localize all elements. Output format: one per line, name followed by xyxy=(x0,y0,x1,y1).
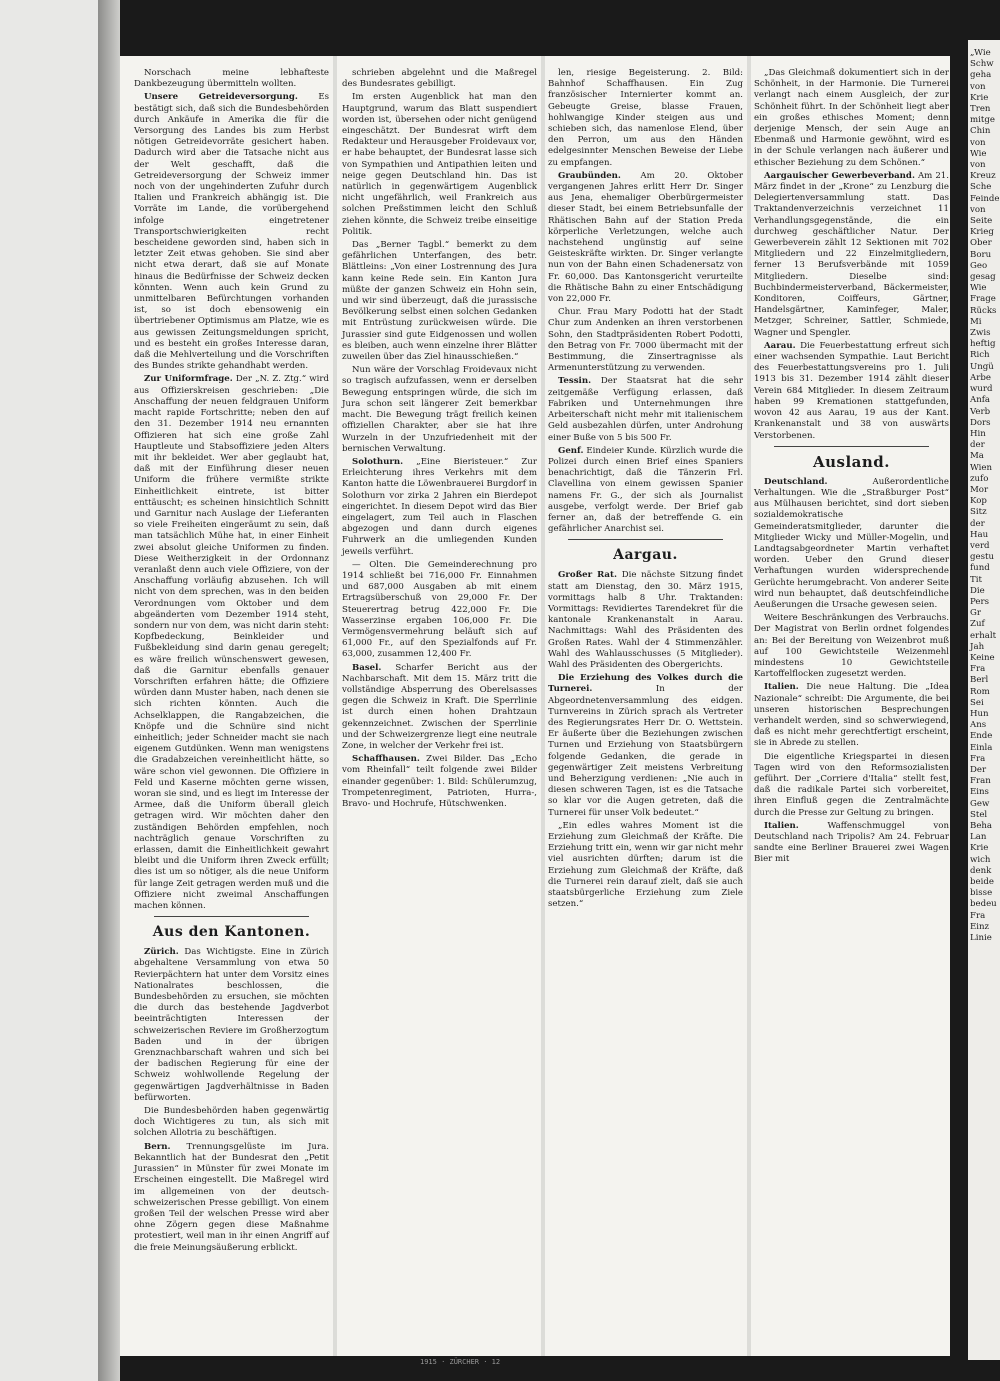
article-text: Eindeier Kunde. Kürzlich wurde die Polizei durch einen Brief eines Spaniers benachrichtigt, daß die Tänzerin Frl. Clavellina von einem gewissen Spanier namens Fr. G., der sich als Journalist ausgebe, verfolgt werde. Der Brief gab ferner an, daß der betreffende G. ein gefährlicher Anarchist sei. xyxy=(548,445,743,535)
article-text: Trennungsgelüste im Jura. Bekanntlich hat der Bundesrat den „Petit Jurassien“ in Münster für zwei Monate im Erscheinen eingestellt. Die Maßregel wird im allgemeinen von der deutsch-schweizerischen Presse gebilligt. Von einem großen Teil der welschen Presse wird aber ohne Zögern gegen diese Maßnahme protestiert, weil man in ihr einen Angriff auf die freie Meinungsäußerung erblickt. xyxy=(134,1141,329,1253)
adjacent-text-line: der xyxy=(970,518,985,529)
adjacent-text-line: Wie xyxy=(970,283,987,294)
article-lead: Deutschland. xyxy=(764,476,828,487)
article-paragraph xyxy=(754,341,949,442)
adjacent-text-line: Zuf xyxy=(970,619,985,630)
article-text: schrieben abgelehnt und die Maßregel des Bundesrates gebilligt. xyxy=(342,68,537,90)
article-paragraph xyxy=(342,560,537,661)
adjacent-text-line: Dors xyxy=(970,417,991,428)
article-lead: Italien. xyxy=(764,682,799,693)
article-paragraph xyxy=(548,68,743,169)
article-paragraph xyxy=(548,821,743,911)
article-paragraph xyxy=(342,92,537,238)
adjacent-text-line: gestu xyxy=(970,552,994,563)
article-paragraph xyxy=(754,68,949,169)
column-2 xyxy=(342,68,537,1348)
article-text: Am 20. Oktober vergangenen Jahres erlitt Herr Dr. Singer aus Jena, ehemaliger Oberbürgermeister dieser Stadt, bei einem Betriebsunfalle der Rhätischen Bahn auf der Station Preda körperliche Verletzungen, welche auch nachstehend ungünstig auf seine Geisteskräfte wirkten. Dr. Singer verlangte nun von der Bahn einen Schadenersatz von Fr. 60,000. Das Kantonsgericht verurteilte die Rhätische Bahn zu einer Entschädigung von 22,000 Fr. xyxy=(548,170,743,305)
scanner-background-left xyxy=(0,0,98,1381)
article-text: Die eigentliche Kriegspartei in diesen Tagen wird von den Reformsozialisten geführt. Der „Corriere d'Italia“ stellt fest, daß die radikale Partei sich vorbereitet, ihren Einfluß gegen die Zentralmächte durch die Presse zur Geltung zu bringen. xyxy=(754,751,949,818)
article-lead: Basel. xyxy=(352,662,382,673)
article-paragraph xyxy=(548,307,743,374)
section-rule xyxy=(774,446,929,447)
adjacent-text-line: von xyxy=(970,137,986,148)
article-lead: Zur Uniformfrage. xyxy=(144,374,233,385)
section-heading: Ausland. xyxy=(812,452,891,471)
article-paragraph xyxy=(548,673,743,819)
article-lead: Genf. xyxy=(558,445,584,456)
article-paragraph xyxy=(134,68,329,90)
article-paragraph xyxy=(342,240,537,363)
article-text: Der „N. Z. Ztg.“ wird aus Offizierskreisen geschrieben: „Die Anschaffung der neuen feldgrauen Uniform macht rapide Fortschritte; neben den auf den 31. Dezember 1914 neu ernannten Offizieren hat sich eine große Zahl Hauptleute und Stabsoffiziere jeden Alters mit ihr bekleidet. Wer aber geglaubt hat, daß mit der Einführung dieser neuen Uniform die frühere vermißte strikte Einheitlichkeit eintrete, ist bitter enttäuscht; es scheinen hinsichtlich Schnitt und Garnitur nach Auslage der Lieferanten so viele Freiheiten eingeräumt zu sein, daß man tatsächlich Mühe hat, in einer Einheit zwei absolut gleiche Uniformen zu finden. Diese Weitherzigkeit in der Ordonnanz veranlaßt denn auch viele Offiziere, von der Anschaffung vorläufig abzusehen. Ich will nicht von dem sprechen, was in den beiden Verordnungen vom Oktober und dem abgeänderten vom Dezember 1914 steht, sondern nur von dem, was nicht darin steht: Kopfbedeckung, Beinkleider und Fußbekleidung sind darin genau geregelt; es wäre freilich wünschenswert gewesen, daß die Garnitur ebenfalls genauer Vorschriften erfahren hätte; die Offiziere würden dann Muster haben, nach denen sie sich richten könnten. Auch die Achselklappen, die Rangabzeichen, die Knöpfe und die Schnüre sind nicht einheitlich; jeder Schneider macht sie nach eigenem Gutdünken. Wenn man wenigstens die Gradabzeichen vereinheitlicht hätte, so wäre schon viel gewonnen. Die Offiziere in Feld und Kaserne möchten gerne wissen, woran sie sind, und es liegt im Interesse der Armee, daß die Uniform überall gleich getragen wird. Wir möchten daher den zuständigen Behörden empfehlen, noch nachträglich genaue Vorschriften zu erlassen, damit die Einheitlichkeit gewahrt bleibt und die Uniform ihren Zweck erfüllt; dies ist um so nötiger, als die neue Uniform für lange Zeit getragen werden muß und die Offiziere nicht zweimal Anschaffungen machen können. xyxy=(134,374,330,912)
column-divider xyxy=(747,56,751,1356)
article-lead: Unsere Getreideversorgung. xyxy=(144,92,298,103)
adjacent-text-line: Tren xyxy=(970,104,991,115)
article-text: Der Staatsrat hat die sehr zeitgemäße Verfügung erlassen, daß Fabriken und Unternehmungen ihre Arbeiterschaft nicht mehr mit italienischem Geld ausbezahlen dürfen, unter Androhung einer Buße von 5 bis 500 Fr. xyxy=(548,376,743,443)
section-heading: Aargau. xyxy=(613,547,678,564)
adjacent-text-line: von xyxy=(970,204,986,215)
adjacent-text-line: Wie xyxy=(970,148,987,159)
adjacent-text-line: Stel xyxy=(970,809,988,820)
adjacent-text-line: mitge xyxy=(970,115,995,126)
adjacent-text-line: Eins xyxy=(970,787,989,798)
article-paragraph xyxy=(134,1142,329,1254)
adjacent-text-line: Ober xyxy=(970,238,992,249)
adjacent-text-line: Frage xyxy=(970,294,996,305)
adjacent-text-line: Sitz xyxy=(970,507,987,518)
adjacent-text-line: Anfa xyxy=(970,395,991,406)
article-lead: Zürich. xyxy=(144,947,179,958)
section-heading: Aus den Kantonen. xyxy=(152,924,311,941)
article-text: „Das Gleichmaß dokumentiert sich in der Schönheit, in der Harmonie. Die Turnerei verlangt nach einem Ausgleich, der zur Schönheit führt. In der Schönheit liegt aber ein großes ethisches Moment; denn derjenige Mensch, der sein Auge an Ebenmaß und Harmonie gewöhnt, wird es in der Schule verlangen nach äußerer und ethischer Beziehung zu dem Schönen.“ xyxy=(754,68,949,168)
adjacent-text-line: Zwis xyxy=(970,328,991,339)
article-text: Weitere Beschränkungen des Verbrauchs. Der Magistrat von Berlin ordnet folgendes an: Bei der Bereitung von Weizenbrot muß auf 100 Gewichtsteile Weizenmehl mindestens 10 Gewichtsteile Kartoffelflocken zugesetzt werden. xyxy=(754,613,949,680)
adjacent-text-line: Gew xyxy=(970,798,990,809)
adjacent-text-line: wurd xyxy=(970,384,993,395)
adjacent-text-line: Mi xyxy=(970,316,982,327)
newspaper-page xyxy=(120,56,950,1366)
article-paragraph xyxy=(134,374,329,912)
article-lead: Tessin. xyxy=(558,376,592,387)
article-paragraph xyxy=(134,92,329,372)
article-lead: Schaffhausen. xyxy=(352,754,420,765)
column-divider xyxy=(541,56,545,1356)
article-paragraph xyxy=(754,821,949,866)
article-paragraph xyxy=(134,1106,329,1140)
column-3 xyxy=(548,68,743,1348)
article-text: Im ersten Augenblick hat man den Hauptgrund, warum das Blatt suspendiert worden ist, übersehen oder nicht genügend eingeschätzt. Der Bundesrat wirft dem Redakteur und Herausgeber Froidevaux vor, er habe behauptet, der Bundesrat lasse sich von Sympathien und Antipathien leiten und neige gegen Deutschland hin. Das ist natürlich in gegenwärtigem Augenblick nicht ungefährlich, weil Frankreich aus solchen Preßstimmen leicht den Schluß ziehen könnte, die Schweiz treibe einseitige Politik. xyxy=(342,92,537,237)
article-lead: Graubünden. xyxy=(558,170,621,181)
adjacent-text-line: Keine xyxy=(970,652,995,663)
adjacent-text-line: Fra xyxy=(970,753,986,764)
article-text: Es bestätigt sich, daß sich die Bundesbehörden durch Ankäufe in Amerika die für die Versorgung des Landes bis zum Herbst nötigen Getreidevorräte gesichert haben. Dadurch wird aber die Tatsache nicht aus der Welt geschafft, daß die Getreideversorgung der Schweiz immer noch von der ungehinderten Zufuhr durch Italien und Frankreich abhängig ist. Die Vorräte im Lande, die vorübergehend infolge eingetretener Transportschwierigkeiten recht bescheidene geworden sind, haben sich in letzter Zeit etwas gehoben. Sie sind aber nicht etwa derart, daß sie auf Monate hinaus die Bedürfnisse der Schweiz decken könnten. Wenn auch kein Grund zu unmittelbaren Befürchtungen vorhanden ist, so ist doch ebensowenig ein übertriebener Optimismus am Platze, wie es aus gewissen Zeitungsmeldungen spricht, und es besteht ein großes Interesse daran, daß die Mehlverteilung und die Vorschriften des Bundes strikte gehandhabt werden. xyxy=(134,92,329,372)
adjacent-text-line: geha xyxy=(970,70,992,81)
adjacent-text-line: Rücks xyxy=(970,305,997,316)
adjacent-text-line: heftig xyxy=(970,339,996,350)
adjacent-text-line: Kreuz xyxy=(970,171,996,182)
adjacent-text-line: Fran xyxy=(970,776,991,787)
column-1 xyxy=(134,68,329,1348)
article-paragraph xyxy=(342,663,537,753)
adjacent-text-line: bedeu xyxy=(970,899,997,910)
article-text: len, riesige Begeisterung. 2. Bild: Bahnhof Schaffhausen. Ein Zug französischer Internierter kommt an. Gebeugte Greise, blasse Frauen, hohlwangige Kinder steigen aus und schieben sich, das namenlose Elend, über den Perron, um aus den Händen edelgesinnter Menschen Beweise der Liebe zu empfangen. xyxy=(548,68,743,168)
article-text: Waffenschmuggel von Deutschland nach Tripolis? Am 24. Februar sandte eine Berliner Brauerei zwei Wagen Bier mit xyxy=(754,820,950,865)
article-text: Norschach meine lebhafteste Dankbezeugung übermitteln wollten. xyxy=(134,68,329,90)
article-paragraph xyxy=(342,365,537,455)
article-lead: Aarau. xyxy=(764,340,796,351)
article-paragraph xyxy=(342,754,537,810)
adjacent-text-line: Sche xyxy=(970,182,992,193)
article-lead: Aargauischer Gewerbeverband. xyxy=(764,170,915,181)
adjacent-text-line: Mor xyxy=(970,484,989,495)
section-rule xyxy=(154,916,309,917)
adjacent-text-line: „Wie xyxy=(970,48,991,58)
adjacent-text-line: beide xyxy=(970,877,994,888)
column-divider xyxy=(333,56,337,1356)
adjacent-text-line: Fra xyxy=(970,664,986,675)
adjacent-text-line: Chin xyxy=(970,126,991,137)
article-text: — Olten. Die Gemeinderechnung pro 1914 schließt bei 716,000 Fr. Einnahmen und 687,000 Ausgaben ab mit einem Ertragsüberschuß von 29,000 Fr. Der Steuerertrag betrug 422,000 Fr. Die Wasserzinse ergaben 106,000 Fr. Die Vermögensvermehrung beläuft sich auf 61,000 Fr., auf den Spezialfonds auf Fr. 63,000, zusammen 12,400 Fr. xyxy=(342,559,537,660)
adjacent-text-line: fund xyxy=(970,563,990,574)
adjacent-text-line: Krie xyxy=(970,92,989,103)
adjacent-text-line: erhalt xyxy=(970,630,997,641)
adjacent-text-line: Einz xyxy=(970,921,990,932)
adjacent-text-line: Beha xyxy=(970,821,993,832)
article-text: Am 21. März findet in der „Krone“ zu Lenzburg die Delegiertenversammlung statt. Das Traktandenverzeichnis verzeichnet 11 Verhandlungsgegenstände, die ein durchweg geschäftlicher Natur. Der Gewerbeverein zählt 12 Sektionen mit 702 Mitgliedern und 22 Einzelmitgliedern, ferner 13 Berufsverbände mit 1059 Mitgliedern. Dieselbe sind: Buchbindermeisterverband, Bäckermeister, Konditoren, Coiffeurs, Gärtner, Handelsgärtner, Kaminfeger, Maler, Metzger, Schreiner, Sattler, Schmiede, Wagner und Spengler. xyxy=(754,170,949,338)
article-lead: Solothurn. xyxy=(352,456,404,467)
adjacent-text-line: der xyxy=(970,440,985,451)
adjacent-text-line: Verb xyxy=(970,406,991,417)
article-text: Die Bundesbehörden haben gegenwärtig doch Wichtigeres zu tun, als sich mit solchen Allotria zu beschäftigen. xyxy=(134,1106,329,1139)
article-text: Die Feuerbestattung erfreut sich einer wachsenden Sympathie. Laut Bericht des Feuerbestattungsvereins pro 1. Juli 1913 bis 31. Dezember 1914 zählt dieser Verein 684 Mitglieder. In diesem Zeitraum haben 99 Kremationen stattgefunden, wovon 42 aus Aarau, 19 aus der Kant. Krankenanstalt und 38 von auswärts Verstorbenen. xyxy=(754,340,950,441)
adjacent-text-line: Krieg xyxy=(970,227,994,238)
article-paragraph xyxy=(754,171,949,339)
article-paragraph xyxy=(754,682,949,749)
article-text: Scharfer Bericht aus der Nachbarschaft. Mit dem 15. März tritt die vollständige Absperrung des Oberelsasses gegen die Schweiz in Kraft. Die Sperrlinie ist durch einen hohen Drahtzaun gekennzeichnet. Zwischen der Sperrlinie und der Schweizergrenze liegt eine neutrale Zone, in welcher der Verkehr frei ist. xyxy=(342,662,537,751)
article-text: Das „Berner Tagbl.“ bemerkt zu dem gefährlichen Unterfangen, des betr. Blättleins: „Von einer Lostrennung des Jura kann keine Rede sein. Ein Kanton Jura müßte der ganzen Schweiz ein Hohn sein, und wir sind überzeugt, daß die jurassische Bevölkerung selbst einen solchen Gedanken mit Entrüstung zurückweisen würde. Die Jurassier sind gute Eidgenossen und wollen es bleiben, auch wenn einzelne ihrer Blätter zuweilen über das Ziel hinausschießen.“ xyxy=(342,240,537,363)
adjacent-text-line: Geo xyxy=(970,260,988,271)
article-lead: Italien. xyxy=(764,820,799,831)
article-paragraph xyxy=(548,171,743,305)
adjacent-text-line: Fra xyxy=(970,910,986,921)
article-text: Das Wichtigste. Eine in Zürich abgehaltene Versammlung von etwa 50 Revierpächtern hat unter dem Vorsitz eines Nationalrates beschlossen, die Bundesbehörden zu ersuchen, sie möchten die durch das bestehende Jagdverbot beeinträchtigten Interessen der schweizerischen Reviere im Großherzogtum Baden und in der übrigen Grenznachbarschaft wahren und sich bei der badischen Regierung für eine der Schweiz wohlwollende Regelung der gegenwärtigen Jagdverhältnisse in Baden befürworten. xyxy=(134,947,330,1103)
adjacent-text-line: Hun xyxy=(970,708,989,719)
adjacent-text-line: Sei xyxy=(970,697,984,708)
article-paragraph xyxy=(754,477,949,611)
adjacent-text-line: Arbe xyxy=(970,372,991,383)
section-rule xyxy=(568,539,723,540)
adjacent-text-line: Krie xyxy=(970,843,989,854)
article-text: Chur. Frau Mary Podotti hat der Stadt Chur zum Andenken an ihren verstorbenen Sohn, den Stadtpräsidenten Robert Podotti, den Betrag von Fr. 7000 übermacht mit der Bestimmung, die Zinsertragnisse als Armenunterstützung zu verwenden. xyxy=(548,307,743,374)
adjacent-text-line: zufo xyxy=(970,473,989,484)
adjacent-text-line: Ma xyxy=(970,451,984,462)
adjacent-text-line: Rich xyxy=(970,350,990,361)
adjacent-text-line: Wien xyxy=(970,462,993,473)
adjacent-text-line: wich xyxy=(970,854,991,865)
article-text: In der Abgeordnetenversammlung des eidgen. Turnvereins in Zürich sprach als Vertreter des Regierungsrates Herr Dr. O. Wettstein. Er äußerte über die Beziehungen zwischen Turnen und Erziehung von Staatsbürgern folgende Gedanken, die gerade in gegenwärtiger Zeit meistens Verbreitung und Beherzigung verdienen: „Nie auch in diesen schweren Tagen, ist es die Tatsache so klar vor die Augen getreten, daß die Turnerei für unser Volk bedeutet.“ xyxy=(548,684,744,818)
adjacent-text-line: denk xyxy=(970,865,992,876)
column-4 xyxy=(754,68,949,1348)
adjacent-page-strip xyxy=(968,40,1000,1360)
article-text: Außerordentliche Verhaltungen. Wie die „Straßburger Post“ aus Mülhausen berichtet, sind dort sieben sozialdemokratische Gemeinderatsmitglieder, darunter die Mitglieder Wicky und Müller-Mogelin, und Landtagsabgeordneter Martin verhaftet worden. Ueber den Grund dieser Verhaftungen wurden widersprechende Gerüchte herumgebracht. Von anderer Seite wird nun behauptet, daß deutschfeindliche Aeußerungen die Ursache gewesen seien. xyxy=(754,476,949,610)
article-paragraph xyxy=(342,457,537,558)
adjacent-text-line: Die xyxy=(970,585,985,596)
adjacent-text-line: Gr xyxy=(970,608,981,619)
page-edge-shadow xyxy=(98,0,120,1381)
article-paragraph xyxy=(548,376,743,443)
adjacent-text-line: Seite xyxy=(970,216,993,227)
adjacent-text-line: verd xyxy=(970,540,990,551)
article-lead: Die Erziehung des Volkes durch die Turnerei. xyxy=(548,673,743,695)
article-paragraph xyxy=(342,68,537,90)
adjacent-text-line: Schw xyxy=(970,59,994,70)
adjacent-text-line: Ende xyxy=(970,731,993,742)
page-footer-mark: 1915 · ZÜRCHER · 12 xyxy=(420,1358,501,1366)
adjacent-text-line: Jah xyxy=(970,641,985,652)
adjacent-text-line: Pers xyxy=(970,596,989,607)
article-text: Zwei Bilder. Das „Echo vom Rheinfall“ teilt folgende zwei Bilder einander gegenüber: 1. Bild: Schülerumzug, Trompetenregiment, Patrioten, Hurra-, Bravo- und Hochrufe, Hütschwenken. xyxy=(342,754,538,809)
adjacent-text-line: Rom xyxy=(970,686,990,697)
article-text: Nun wäre der Vorschlag Froidevaux nicht so tragisch aufzufassen, wenn er derselben Bewegung entspringen würde, die sich im Jura schon seit längerer Zeit bemerkbar macht. Die Bewegung trägt freilich keinen offiziellen Charakter, aber sie hat ihre Wurzeln in der Unzufriedenheit mit der bernischen Verwaltung. xyxy=(342,365,537,454)
article-paragraph xyxy=(548,446,743,536)
adjacent-text-line: Hin xyxy=(970,428,986,439)
adjacent-text-line: Linie xyxy=(970,933,992,944)
article-text: „Eine Bieristeuer.“ Zur Erleichterung ihres Verkehrs mit dem Kanton hatte die Löwenbrauerei Burgdorf in Solothurn vor zirka 2 Jahren ein Bierdepot eingerichtet. In diesem Depot wird das Bier eingelagert, zum Teil auch in Flaschen abgezogen und dann durch eigenes Fuhrwerk an die umliegenden Kunden jeweils verführt. xyxy=(342,456,537,557)
adjacent-text-line: Kop xyxy=(970,496,987,507)
article-paragraph xyxy=(548,570,743,671)
adjacent-text-line: Berl xyxy=(970,675,989,686)
adjacent-text-line: Hau xyxy=(970,529,989,540)
adjacent-text-line: Tit xyxy=(970,574,982,585)
adjacent-page-text xyxy=(968,40,1000,952)
adjacent-text-line: bisse xyxy=(970,888,993,899)
article-text: „Ein edles wahres Moment ist die Erziehung zum Gleichmaß der Kräfte. Die Erziehung tritt ein, wenn wir gar nicht mehr viel ausrichten dürften; darum ist die Erziehung zum Gleichmaß der Kräfte, daß die Turnerei rein darauf zielt, daß sie auch staatsbürgerliche Erziehung zum Ziele setzen.“ xyxy=(548,820,743,910)
adjacent-text-line: Ungü xyxy=(970,361,994,372)
article-text: Die nächste Sitzung findet statt am Dienstag, den 30. März 1915, vormittags halb 8 Uhr. Traktanden: Vormittags: Revidiertes Tarendekret für die kantonale Krankenanstalt in Aarau. Nachmittags: Wahl des Präsidenten des Großen Rates. Wahl der 4 Stimmenzähler. Wahl des Wahlausschusses (5 Mitglieder). Wahl des Präsidenten des Obergerichts. xyxy=(548,570,744,670)
adjacent-text-line: Feinde xyxy=(970,193,1000,204)
adjacent-text-line: gesag xyxy=(970,272,996,283)
article-paragraph xyxy=(754,752,949,819)
article-lead: Großer Rat. xyxy=(558,570,617,581)
article-lead: Bern. xyxy=(144,1141,171,1152)
adjacent-text-line: Boru xyxy=(970,249,992,260)
article-paragraph xyxy=(754,613,949,680)
adjacent-text-line: Ans xyxy=(970,720,987,731)
article-paragraph xyxy=(134,947,329,1104)
article-text: Die neue Haltung. Die „Idea Nazionale“ schreibt: Die Argumente, die bei unseren historischen Besprechungen verhandelt werden, sind so schwerwiegend, daß es nicht mehr gerechtfertigt erscheint, sie in Abrede zu stellen. xyxy=(754,682,950,749)
adjacent-text-line: von xyxy=(970,81,986,92)
adjacent-text-line: von xyxy=(970,160,986,171)
adjacent-text-line: Einla xyxy=(970,742,993,753)
adjacent-text-line: Der xyxy=(970,765,987,775)
adjacent-text-line: Lan xyxy=(970,832,987,843)
